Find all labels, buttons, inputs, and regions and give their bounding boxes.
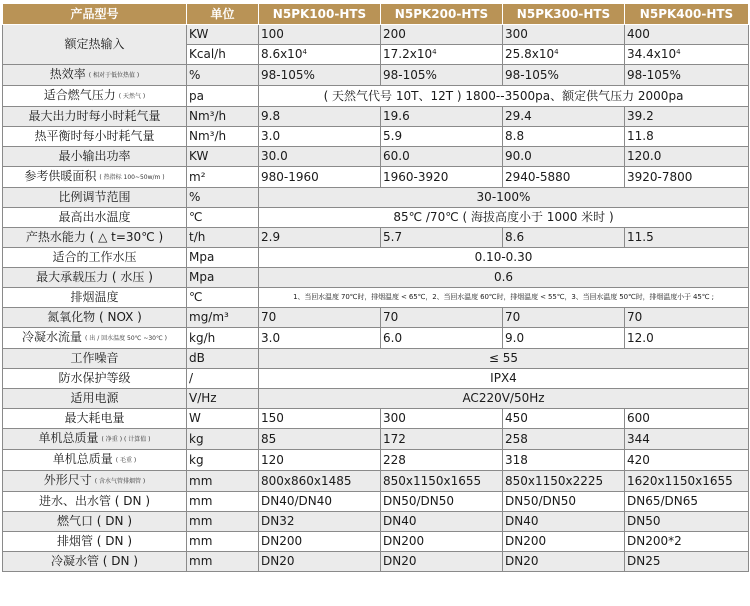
param-value bbox=[625, 429, 749, 450]
param-value bbox=[381, 471, 503, 492]
param-shared-value: 0.10-0.30 bbox=[259, 248, 749, 268]
param-value-text: 8.8 bbox=[505, 129, 525, 143]
param-value-text: DN40/DN40 bbox=[261, 494, 333, 508]
table-row bbox=[3, 65, 749, 86]
param-value bbox=[625, 167, 749, 188]
param-name-text: 适用电源 bbox=[70, 391, 119, 405]
param-value bbox=[503, 450, 625, 471]
param-name bbox=[3, 308, 187, 328]
param-value-text: 850x1150x2225 bbox=[505, 473, 604, 488]
param-name-text: 排烟温度 bbox=[70, 290, 119, 304]
param-value-text: 60.0 bbox=[383, 149, 410, 163]
param-name bbox=[3, 429, 187, 450]
param-value bbox=[259, 552, 381, 572]
param-name-text: 最大耗电量 bbox=[64, 411, 125, 425]
param-value bbox=[259, 429, 381, 450]
param-value bbox=[503, 45, 625, 65]
param-value-text: 29.4 bbox=[505, 109, 532, 123]
param-value bbox=[503, 127, 625, 147]
param-value bbox=[381, 409, 503, 429]
param-value-text: 6.0 bbox=[383, 330, 403, 345]
table-row bbox=[3, 512, 749, 532]
param-value bbox=[381, 308, 503, 328]
exponent: 4 bbox=[302, 48, 307, 56]
param-note: ( 含水气管排烟管 ) bbox=[94, 478, 146, 485]
exponent: 4 bbox=[676, 48, 681, 56]
param-shared-value: IPX4 bbox=[259, 369, 749, 389]
param-name bbox=[3, 532, 187, 552]
param-name-text: 额定热输入 bbox=[64, 37, 125, 51]
param-value-text: 70 bbox=[627, 310, 643, 324]
param-unit: / bbox=[187, 369, 259, 389]
param-value-text: 980-1960 bbox=[261, 169, 319, 184]
table-row bbox=[3, 288, 749, 308]
param-unit: kg bbox=[187, 450, 259, 471]
param-name-text: 参考供暖面积 bbox=[24, 169, 97, 183]
param-value-text: 5.7 bbox=[383, 230, 403, 244]
param-name bbox=[3, 288, 187, 308]
param-name-text: 冷凝水管 ( DN ) bbox=[50, 554, 139, 568]
param-name bbox=[3, 369, 187, 389]
param-value bbox=[381, 328, 503, 349]
param-value bbox=[625, 308, 749, 328]
param-value bbox=[503, 65, 625, 86]
param-name-text: 冷凝水流量 bbox=[22, 330, 83, 344]
param-value-text: 30.0 bbox=[261, 149, 288, 163]
param-value-text: 8.6 bbox=[505, 230, 525, 244]
param-name-text: 最小输出功率 bbox=[58, 149, 131, 163]
param-value-text: 90.0 bbox=[505, 149, 532, 163]
param-value bbox=[625, 409, 749, 429]
param-shared-value: ≤ 55 bbox=[259, 349, 749, 369]
param-value bbox=[625, 147, 749, 167]
param-value bbox=[259, 450, 381, 471]
param-unit: mm bbox=[187, 532, 259, 552]
table-row bbox=[3, 471, 749, 492]
param-value-text: 1620x1150x1655 bbox=[627, 473, 733, 488]
param-value-text: 98-105% bbox=[627, 67, 681, 82]
param-unit: % bbox=[187, 188, 259, 208]
table-row bbox=[3, 328, 749, 349]
param-value bbox=[625, 471, 749, 492]
param-name bbox=[3, 328, 187, 349]
param-value-text: 98-105% bbox=[505, 67, 559, 82]
param-note: ( 相对于低位热值 ) bbox=[88, 72, 140, 79]
param-shared-value: ( 天然气代号 10T、12T ) 1800--3500pa、额定供气压力 2000pa bbox=[259, 86, 749, 107]
param-value-text: DN32 bbox=[261, 514, 295, 528]
param-name-text: 热效率 bbox=[49, 67, 86, 81]
param-value bbox=[503, 532, 625, 552]
param-name bbox=[3, 248, 187, 268]
param-value-text: 400 bbox=[627, 27, 650, 41]
param-value bbox=[259, 471, 381, 492]
header-n5pk300: N5PK300-HTS bbox=[503, 4, 625, 25]
param-name bbox=[3, 65, 187, 86]
param-unit: ℃ bbox=[187, 208, 259, 228]
header-n5pk400: N5PK400-HTS bbox=[625, 4, 749, 25]
param-shared-value: 1、当回水温度 70℃时，排烟温度 < 65℃，2、当回水温度 60℃时，排烟温度 < 55℃，3、当回水温度 50℃时，排烟温度小于 45℃ ; bbox=[259, 288, 749, 308]
param-value bbox=[381, 65, 503, 86]
param-value bbox=[503, 512, 625, 532]
table-row bbox=[3, 147, 749, 167]
param-value-text: 8.6x10 bbox=[261, 47, 303, 61]
param-value-text: DN25 bbox=[627, 554, 661, 568]
param-value bbox=[625, 492, 749, 512]
param-value bbox=[381, 167, 503, 188]
param-value-text: 9.8 bbox=[261, 109, 281, 123]
param-name bbox=[3, 228, 187, 248]
param-unit: dB bbox=[187, 349, 259, 369]
param-value-text: 85 bbox=[261, 431, 277, 446]
param-unit: mm bbox=[187, 552, 259, 572]
param-name bbox=[3, 492, 187, 512]
param-value-text: 344 bbox=[627, 431, 650, 446]
param-value bbox=[259, 147, 381, 167]
param-value bbox=[259, 512, 381, 532]
param-unit: t/h bbox=[187, 228, 259, 248]
param-note: ( 热指标 100~50w/m ) bbox=[99, 174, 165, 181]
table-row bbox=[3, 167, 749, 188]
param-value-text: DN50 bbox=[627, 514, 661, 528]
param-value bbox=[381, 429, 503, 450]
table-row bbox=[3, 86, 749, 107]
param-note: ( 出 / 回水温度 50℃ ~30℃ ) bbox=[85, 335, 167, 342]
param-value bbox=[259, 65, 381, 86]
table-row bbox=[3, 409, 749, 429]
param-value bbox=[625, 65, 749, 86]
param-value-text: DN50/DN50 bbox=[383, 494, 455, 508]
param-value-text: 70 bbox=[505, 310, 521, 324]
param-value-text: 70 bbox=[383, 310, 399, 324]
param-value-text: 1960-3920 bbox=[383, 169, 449, 184]
spec-table-body bbox=[3, 25, 749, 572]
param-unit: KW bbox=[187, 147, 259, 167]
param-value bbox=[503, 429, 625, 450]
param-value bbox=[381, 147, 503, 167]
param-value-text: 850x1150x1655 bbox=[383, 473, 482, 488]
table-row bbox=[3, 532, 749, 552]
param-note: ( 毛重 ) bbox=[115, 457, 137, 464]
param-value-text: 120.0 bbox=[627, 149, 662, 163]
param-value bbox=[259, 167, 381, 188]
param-value-text: DN40 bbox=[383, 514, 417, 528]
spec-table-container bbox=[2, 3, 748, 572]
param-name-text: 燃气口 ( DN ) bbox=[56, 514, 133, 528]
param-value bbox=[381, 450, 503, 471]
param-unit: mg/m³ bbox=[187, 308, 259, 328]
param-note: ( 净重 ) ( 计算值 ) bbox=[101, 436, 151, 443]
table-row bbox=[3, 228, 749, 248]
param-note: ( 天然气 ) bbox=[118, 93, 146, 100]
param-name bbox=[3, 167, 187, 188]
param-value bbox=[259, 308, 381, 328]
param-value bbox=[381, 107, 503, 127]
param-unit: % bbox=[187, 65, 259, 86]
table-row bbox=[3, 107, 749, 127]
param-name-text: 比例调节范围 bbox=[58, 190, 131, 204]
param-value-text: 98-105% bbox=[383, 67, 437, 82]
param-value-text: DN200*2 bbox=[627, 534, 682, 548]
param-name-text: 最高出水温度 bbox=[58, 210, 131, 224]
param-name bbox=[3, 512, 187, 532]
param-name-text: 进水、出水管 ( DN ) bbox=[38, 494, 151, 508]
param-name bbox=[3, 25, 187, 65]
param-value-text: 3.0 bbox=[261, 129, 281, 143]
param-unit: W bbox=[187, 409, 259, 429]
param-name bbox=[3, 208, 187, 228]
param-value bbox=[259, 409, 381, 429]
param-value bbox=[259, 532, 381, 552]
param-name bbox=[3, 86, 187, 107]
param-unit: Mpa bbox=[187, 248, 259, 268]
param-name-text: 单机总质量 bbox=[38, 431, 99, 445]
spec-table bbox=[2, 3, 749, 572]
param-value-text: 5.9 bbox=[383, 129, 403, 143]
param-value bbox=[503, 228, 625, 248]
param-value bbox=[625, 228, 749, 248]
param-value-text: DN200 bbox=[505, 534, 547, 548]
table-row bbox=[3, 492, 749, 512]
table-row bbox=[3, 450, 749, 471]
param-name-text: 排烟管 ( DN ) bbox=[56, 534, 133, 548]
param-name-text: 最大承载压力 ( 水压 ) bbox=[36, 270, 153, 284]
param-name-text: 外形尺寸 bbox=[43, 473, 92, 487]
param-name bbox=[3, 107, 187, 127]
param-name bbox=[3, 471, 187, 492]
param-value bbox=[503, 308, 625, 328]
param-value-text: DN20 bbox=[261, 554, 295, 568]
param-value bbox=[625, 450, 749, 471]
param-value-text: 300 bbox=[383, 411, 406, 425]
param-name-text: 防水保护等级 bbox=[58, 371, 131, 385]
param-value-text: 600 bbox=[627, 411, 650, 425]
param-value bbox=[381, 532, 503, 552]
param-unit: mm bbox=[187, 492, 259, 512]
param-value-text: 258 bbox=[505, 431, 528, 446]
param-name bbox=[3, 147, 187, 167]
param-value bbox=[259, 228, 381, 248]
param-value-text: 98-105% bbox=[261, 67, 315, 82]
param-value-text: DN20 bbox=[505, 554, 539, 568]
param-value bbox=[381, 512, 503, 532]
param-name-text: 氮氧化物 ( NOX ) bbox=[47, 310, 142, 324]
param-value bbox=[259, 127, 381, 147]
param-unit: pa bbox=[187, 86, 259, 107]
param-value-text: 420 bbox=[627, 452, 650, 467]
param-value bbox=[381, 45, 503, 65]
param-value-text: 11.8 bbox=[627, 129, 654, 143]
param-value bbox=[503, 552, 625, 572]
param-name-text: 适合的工作水压 bbox=[52, 250, 137, 264]
param-value-text: DN200 bbox=[261, 534, 303, 548]
table-row bbox=[3, 248, 749, 268]
param-value bbox=[259, 492, 381, 512]
param-value-text: 2.9 bbox=[261, 230, 281, 244]
param-value-text: 39.2 bbox=[627, 109, 654, 123]
param-unit: Nm³/h bbox=[187, 127, 259, 147]
param-name bbox=[3, 409, 187, 429]
param-name-text: 热平衡时每小时耗气量 bbox=[34, 129, 155, 143]
param-value bbox=[503, 328, 625, 349]
param-value bbox=[625, 25, 749, 45]
param-value-text: 70 bbox=[261, 310, 277, 324]
param-value-text: 800x860x1485 bbox=[261, 473, 352, 488]
param-name bbox=[3, 450, 187, 471]
param-unit: ℃ bbox=[187, 288, 259, 308]
param-value bbox=[625, 45, 749, 65]
table-row bbox=[3, 389, 749, 409]
param-unit: V/Hz bbox=[187, 389, 259, 409]
header-unit: 单位 bbox=[187, 4, 259, 25]
header-row bbox=[3, 4, 749, 25]
param-shared-value: 85℃ /70℃ ( 海拔高度小于 1000 米时 ) bbox=[259, 208, 749, 228]
table-row bbox=[3, 429, 749, 450]
param-value-text: 450 bbox=[505, 411, 528, 425]
param-unit: Nm³/h bbox=[187, 107, 259, 127]
param-value bbox=[625, 532, 749, 552]
param-value-text: 3920-7800 bbox=[627, 169, 693, 184]
param-value bbox=[259, 328, 381, 349]
param-unit: mm bbox=[187, 471, 259, 492]
table-row bbox=[3, 25, 749, 45]
param-value-text: 12.0 bbox=[627, 330, 654, 345]
param-value-text: 300 bbox=[505, 27, 528, 41]
param-value-text: DN20 bbox=[383, 554, 417, 568]
param-name bbox=[3, 349, 187, 369]
table-row bbox=[3, 349, 749, 369]
param-name bbox=[3, 389, 187, 409]
header-n5pk200: N5PK200-HTS bbox=[381, 4, 503, 25]
param-value bbox=[625, 107, 749, 127]
param-unit: Kcal/h bbox=[187, 45, 259, 65]
param-value-text: 200 bbox=[383, 27, 406, 41]
param-value-text: DN50/DN50 bbox=[505, 494, 577, 508]
param-name-text: 最大出力时每小时耗气量 bbox=[28, 109, 161, 123]
param-value-text: 25.8x10 bbox=[505, 47, 555, 61]
param-value-text: DN65/DN65 bbox=[627, 494, 699, 508]
param-value bbox=[381, 552, 503, 572]
param-value bbox=[625, 552, 749, 572]
param-shared-value: AC220V/50Hz bbox=[259, 389, 749, 409]
param-value-text: 9.0 bbox=[505, 330, 525, 345]
param-value bbox=[503, 409, 625, 429]
param-value bbox=[625, 512, 749, 532]
param-value bbox=[259, 45, 381, 65]
param-unit: Mpa bbox=[187, 268, 259, 288]
param-value bbox=[259, 107, 381, 127]
param-name-text: 工作噪音 bbox=[70, 351, 119, 365]
param-value-text: 11.5 bbox=[627, 230, 654, 244]
param-value bbox=[381, 127, 503, 147]
param-value-text: DN200 bbox=[383, 534, 425, 548]
param-name-text: 适合燃气压力 bbox=[43, 88, 116, 102]
param-name bbox=[3, 268, 187, 288]
param-shared-value: 30-100% bbox=[259, 188, 749, 208]
param-value-text: DN40 bbox=[505, 514, 539, 528]
param-unit: kg bbox=[187, 429, 259, 450]
header-n5pk100: N5PK100-HTS bbox=[259, 4, 381, 25]
table-row bbox=[3, 308, 749, 328]
param-value bbox=[503, 471, 625, 492]
param-value-text: 34.4x10 bbox=[627, 47, 677, 61]
param-value bbox=[503, 107, 625, 127]
header-model: 产品型号 bbox=[3, 4, 187, 25]
param-unit: mm bbox=[187, 512, 259, 532]
param-value bbox=[503, 492, 625, 512]
param-value bbox=[503, 147, 625, 167]
param-value bbox=[381, 25, 503, 45]
param-value-text: 120 bbox=[261, 452, 284, 467]
param-name bbox=[3, 552, 187, 572]
param-value bbox=[503, 25, 625, 45]
param-value bbox=[381, 492, 503, 512]
param-value-text: 100 bbox=[261, 27, 284, 41]
table-row bbox=[3, 552, 749, 572]
param-value-text: 17.2x10 bbox=[383, 47, 433, 61]
param-value bbox=[625, 127, 749, 147]
param-name-text: 产热水能力 ( △ t=30℃ ) bbox=[25, 230, 164, 244]
param-name-text: 单机总质量 bbox=[52, 452, 113, 466]
table-row bbox=[3, 268, 749, 288]
param-name bbox=[3, 127, 187, 147]
param-value-text: 19.6 bbox=[383, 109, 410, 123]
param-value-text: 2940-5880 bbox=[505, 169, 571, 184]
param-value-text: 3.0 bbox=[261, 330, 281, 345]
table-row bbox=[3, 369, 749, 389]
param-shared-value: 0.6 bbox=[259, 268, 749, 288]
table-row bbox=[3, 188, 749, 208]
param-unit: m² bbox=[187, 167, 259, 188]
param-value bbox=[625, 328, 749, 349]
param-value-text: 318 bbox=[505, 452, 528, 467]
table-row bbox=[3, 208, 749, 228]
param-unit: KW bbox=[187, 25, 259, 45]
table-row bbox=[3, 127, 749, 147]
param-value-text: 172 bbox=[383, 431, 406, 446]
param-name bbox=[3, 188, 187, 208]
param-value bbox=[259, 25, 381, 45]
param-value bbox=[381, 228, 503, 248]
param-value-text: 228 bbox=[383, 452, 406, 467]
exponent: 4 bbox=[432, 48, 437, 56]
param-value bbox=[503, 167, 625, 188]
param-value-text: 150 bbox=[261, 411, 284, 425]
param-unit: kg/h bbox=[187, 328, 259, 349]
exponent: 4 bbox=[554, 48, 559, 56]
